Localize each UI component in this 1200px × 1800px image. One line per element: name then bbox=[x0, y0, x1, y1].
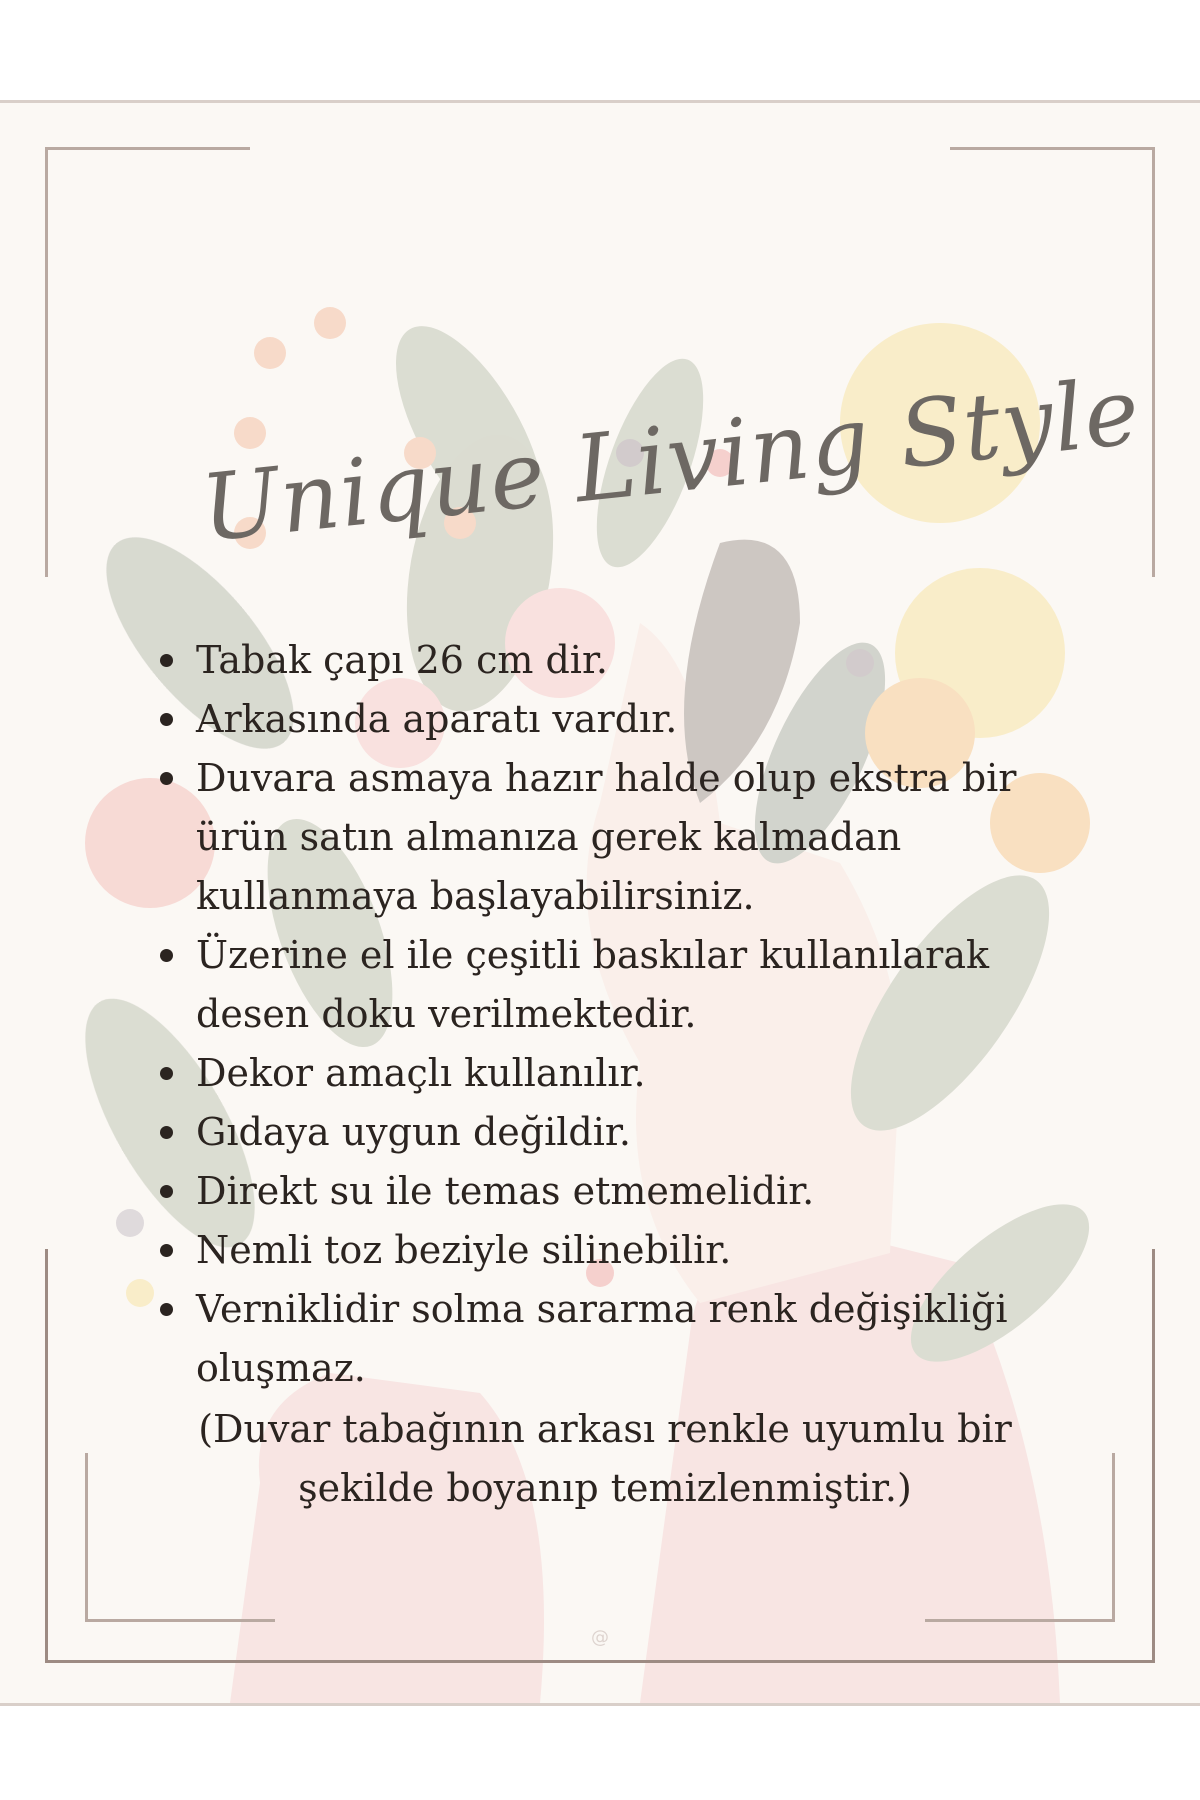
bullet-icon bbox=[160, 1067, 173, 1080]
list-item bbox=[150, 690, 1080, 749]
feature-text: Gıdaya uygun değildir. bbox=[196, 1110, 631, 1154]
list-item bbox=[150, 749, 1080, 926]
inner-frame-left-vertical bbox=[85, 1453, 88, 1622]
list-item bbox=[150, 1221, 1080, 1280]
feature-text: Arkasında aparatı vardır. bbox=[196, 697, 678, 741]
inner-frame-bottom-left bbox=[85, 1619, 275, 1622]
bullet-icon bbox=[160, 654, 173, 667]
product-details bbox=[150, 631, 1080, 1518]
frame-line-bottom-right-vertical bbox=[1152, 1249, 1155, 1663]
frame-line-top-left-vertical bbox=[45, 147, 48, 577]
list-item bbox=[150, 1162, 1080, 1221]
bullet-icon bbox=[160, 1126, 173, 1139]
brand-title: Unique Living Style bbox=[196, 357, 1145, 563]
list-item bbox=[150, 1103, 1080, 1162]
feature-text: Verniklidir solma sararma renk değişikliği oluşmaz. bbox=[196, 1287, 1008, 1390]
feature-text: Direkt su ile temas etmemelidir. bbox=[196, 1169, 815, 1213]
list-item bbox=[150, 1044, 1080, 1103]
bullet-icon bbox=[160, 1185, 173, 1198]
bullet-icon bbox=[160, 1244, 173, 1257]
list-item bbox=[150, 631, 1080, 690]
product-info-card bbox=[0, 100, 1200, 1706]
frame-line-bottom bbox=[45, 1660, 1155, 1663]
list-item bbox=[150, 926, 1080, 1044]
feature-list bbox=[150, 631, 1080, 1398]
inner-frame-bottom-right bbox=[925, 1619, 1115, 1622]
feature-text: Duvara asmaya hazır halde olup ekstra bir ürün satın almanıza gerek kalmadan kullanmaya başlayabilirsiniz. bbox=[196, 756, 1017, 918]
frame-line-top-right-vertical bbox=[1152, 147, 1155, 577]
footer-note: (Duvar tabağının arkası renkle uyumlu bir şekilde boyanıp temizlenmiştir.) bbox=[198, 1407, 1012, 1510]
bullet-icon bbox=[160, 949, 173, 962]
feature-text: Nemli toz beziyle silinebilir. bbox=[196, 1228, 732, 1272]
list-item bbox=[150, 1280, 1080, 1398]
feature-text: Dekor amaçlı kullanılır. bbox=[196, 1051, 646, 1095]
artist-watermark: @ bbox=[591, 1627, 609, 1648]
frame-line-bottom-left-vertical bbox=[45, 1249, 48, 1663]
inner-frame-right-vertical bbox=[1112, 1453, 1115, 1622]
bullet-icon bbox=[160, 1303, 173, 1316]
bullet-icon bbox=[160, 772, 173, 785]
frame-line-top-left bbox=[45, 147, 250, 150]
feature-text: Tabak çapı 26 cm dir. bbox=[196, 638, 609, 682]
frame-line-top-right bbox=[950, 147, 1155, 150]
feature-text: Üzerine el ile çeşitli baskılar kullanılarak desen doku verilmektedir. bbox=[196, 933, 990, 1036]
bullet-icon bbox=[160, 713, 173, 726]
